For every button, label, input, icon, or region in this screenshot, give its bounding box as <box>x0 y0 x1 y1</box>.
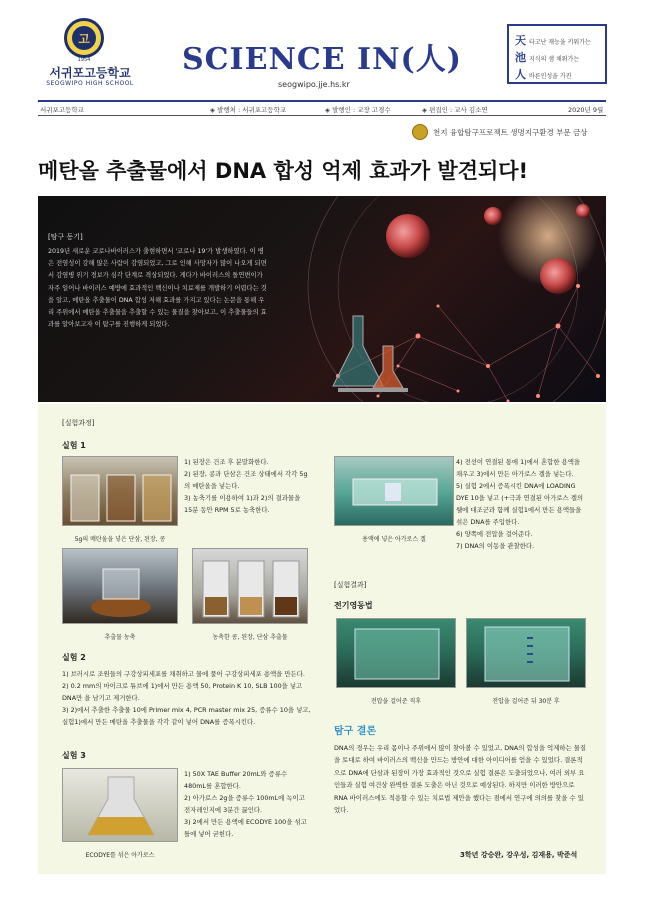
results-label: [실험결과] <box>334 581 367 589</box>
award-text: 천지 융합탐구프로젝트 생명지구환경 부문 금상 <box>433 127 588 137</box>
results-caption-start: 전압을 걸어준 직후 <box>370 698 422 705</box>
virus-icon <box>484 207 502 225</box>
exp1-steps <box>184 456 310 516</box>
motivation-label: [탐구 동기] <box>48 233 83 241</box>
exp3-step: 5) 실험 2에서 증폭시킨 DNA에 LOADING DYE 10을 넣고 (+극과 연결된 아가로스 겔의 웰에 대조군과 함께 실험1에서 만든 용액들을 섞은 DNA를 주입한다. <box>456 482 584 526</box>
school-logo <box>64 18 104 58</box>
conclusion-title: 탐구 결론 <box>334 726 377 737</box>
article-headline: 메탄올 추출물에서 DNA 합성 억제 효과가 발견되다! <box>38 159 529 183</box>
exp2-step: 2) 0.2 mm의 마이크로 튜브에 1)에서 만든 용액 50, Protein K 10, SLB 100을 넣고 DNA만 을 남기고 제거한다. <box>62 682 303 702</box>
exp1-step: 3) 농축기를 이용하여 1)과 2)의 결과물을 15분 동안 RPM 5로 농축한다. <box>184 494 301 514</box>
info-date: 2020년 9월 <box>568 106 604 114</box>
exp3-step: 4) 전선이 연결된 통에 1)에서 혼합한 용액을 채우고 3)에서 만든 아가로스 겔을 넣는다. <box>456 458 581 478</box>
exp3-step: 3) 2에서 만든 용액에 ECODYE 100을 섞고 틀에 넣어 굳힌다. <box>184 818 307 838</box>
info-bar <box>38 100 606 116</box>
exp3-photo-agarose <box>62 768 178 842</box>
process-label: [실험과정] <box>62 419 95 427</box>
logo-year: 1954 <box>77 57 91 63</box>
exp2-title: 실험 2 <box>62 653 86 662</box>
lab-flask-icon <box>333 316 408 392</box>
school-name-ko: 서귀포고등학교 <box>49 66 131 80</box>
info-publisher: ◈ 발행처 : 서귀포고등학교 <box>210 106 287 114</box>
exp1-title: 실험 1 <box>62 441 86 450</box>
authors-credit: 3학년 강승완, 강우성, 김재용, 박준석 <box>460 851 578 859</box>
exp3-step: 2) 아가로스 2g을 증류수 100mL에 녹이고 전자레인지에 3분간 끓인다. <box>184 794 305 814</box>
exp3-steps <box>184 768 310 840</box>
exp1-step: 2) 된장, 콩과 단삼은 건조 상태에서 각각 5g의 메탄올을 넣는다. <box>184 470 308 490</box>
virus-icon <box>576 204 590 218</box>
exp3-caption-gel-tank: 용액에 넣은 아가로스 겔 <box>362 536 426 543</box>
exp3-step: 1) 50X TAE Buffer 20mL와 증류수 480mL를 혼합한다. <box>184 770 288 790</box>
results-caption-30min: 전압을 걸어준 뒤 30분 후 <box>492 698 560 705</box>
info-school: 서귀포고등학교 <box>40 106 84 114</box>
exp3-photo-gel-tank <box>334 456 454 526</box>
site-url: seogwipo.jje.hs.kr <box>278 80 350 89</box>
award-badge <box>412 124 587 140</box>
motto-line: 人바른인성을 가진 <box>515 68 572 81</box>
medal-icon <box>412 124 428 140</box>
exp2-step: 3) 2)에서 추출한 추출물 10에 Primer mix 4, PCR master mix 25, 증류수 10을 넣고, 실험1)에서 만든 메탄올 추출물을 각각 같이 넣어 DNA를 증폭시킨다. <box>62 706 311 726</box>
info-editor: ◈ 편집인 : 교사 김소연 <box>422 106 488 114</box>
results-subtitle: 전기영동법 <box>334 601 373 610</box>
exp1-caption-concentrator: 추출물 농축 <box>104 634 136 641</box>
motto-line: 池지식의 샘 채워가는 <box>515 51 580 64</box>
results-photo-30min <box>466 618 586 688</box>
exp2-steps <box>62 668 312 728</box>
exp3-step: 7) DNA의 이동을 관찰한다. <box>456 542 535 550</box>
exp1-step: 1) 된장은 건조 후 분말화한다. <box>184 458 269 466</box>
exp1-caption-samples: 5g의 메탄올을 넣은 단삼, 된장, 콩 <box>74 536 166 543</box>
exp1-photo-extracts <box>192 548 308 624</box>
school-name-en: SEOGWIPO HIGH SCHOOL <box>46 80 134 87</box>
virus-icon <box>540 258 576 294</box>
exp3-continued-steps <box>456 456 586 552</box>
exp1-caption-extracts: 농축한 콩, 된장, 단삼 추출물 <box>212 634 288 641</box>
motto-box <box>507 24 607 84</box>
newsletter-masthead: SCIENCE IN(人) <box>182 42 462 77</box>
exp2-step: 1) 브러시로 조원들의 구강상피세포를 채취하고 물에 풀어 구강상피세포 용액을 만든다. <box>62 670 305 678</box>
school-emblem-icon: 고 <box>72 26 96 50</box>
exp3-step: 6) 양쪽에 전압을 걸어준다. <box>456 530 533 538</box>
motivation-text: 2019년 새로운 코로나바이러스가 출현하면서 '코로나 19'가 발생하였다. 이 병은 전염성이 강해 많은 사람이 감염되었고, 그로 인해 사망자가 많이 나오게 되면서 감염병 위기 경보가 심각 단계로 격상되었다. 게다가 바이러스의 돌연변이가 자주 일어나 바이러스 예방에 효과적인 백신이나 치료제를 개발하기 어렵다는 것을 알고, 메탄올 추출물이 DNA 합성 저해 효과를 가지고 있다는 논문을 통해 우리 주위에서 메탄올 추출물을 추출할 수 있는 물질을 찾아보고, 이 추출물들의 효과를 알아보고자 이 탐구를 진행하게 되었다. <box>48 248 267 329</box>
results-photo-start <box>336 618 456 688</box>
virus-icon <box>386 214 430 258</box>
motto-line: 天타고난 재능을 키워가는 <box>515 34 591 47</box>
exp1-photo-concentrator <box>62 548 178 624</box>
exp3-title: 실험 3 <box>62 751 86 760</box>
info-issuer: ◈ 발행인 : 교장 고경수 <box>325 106 391 114</box>
exp3-caption-agarose: ECODYE를 섞은 아가로스 <box>85 852 155 859</box>
conclusion-text: DNA의 경우는 우리 몸이나 주위에서 많이 찾아볼 수 있었고, DNA의 합성을 억제하는 물질을 토대로 하여 바이러스의 백신을 만드는 방안에 대한 아이디어를 얻을 수 있었다. 결론적으로 DNA에 단삼과 된장이 가장 효과적인 것으로 실험 결론은 도출되었으나, 여러 외부 요인들과 실험 여건상 완벽한 결론 도출은 아닌 것으로 예상된다. 하지만 이러한 방안으로 RNA 바이러스에도 적용할 수 있는 치료법 제안을 했다는 점에서 연구에 의의를 찾을 수 있었다. <box>334 744 587 815</box>
exp1-photo-samples <box>62 456 178 526</box>
